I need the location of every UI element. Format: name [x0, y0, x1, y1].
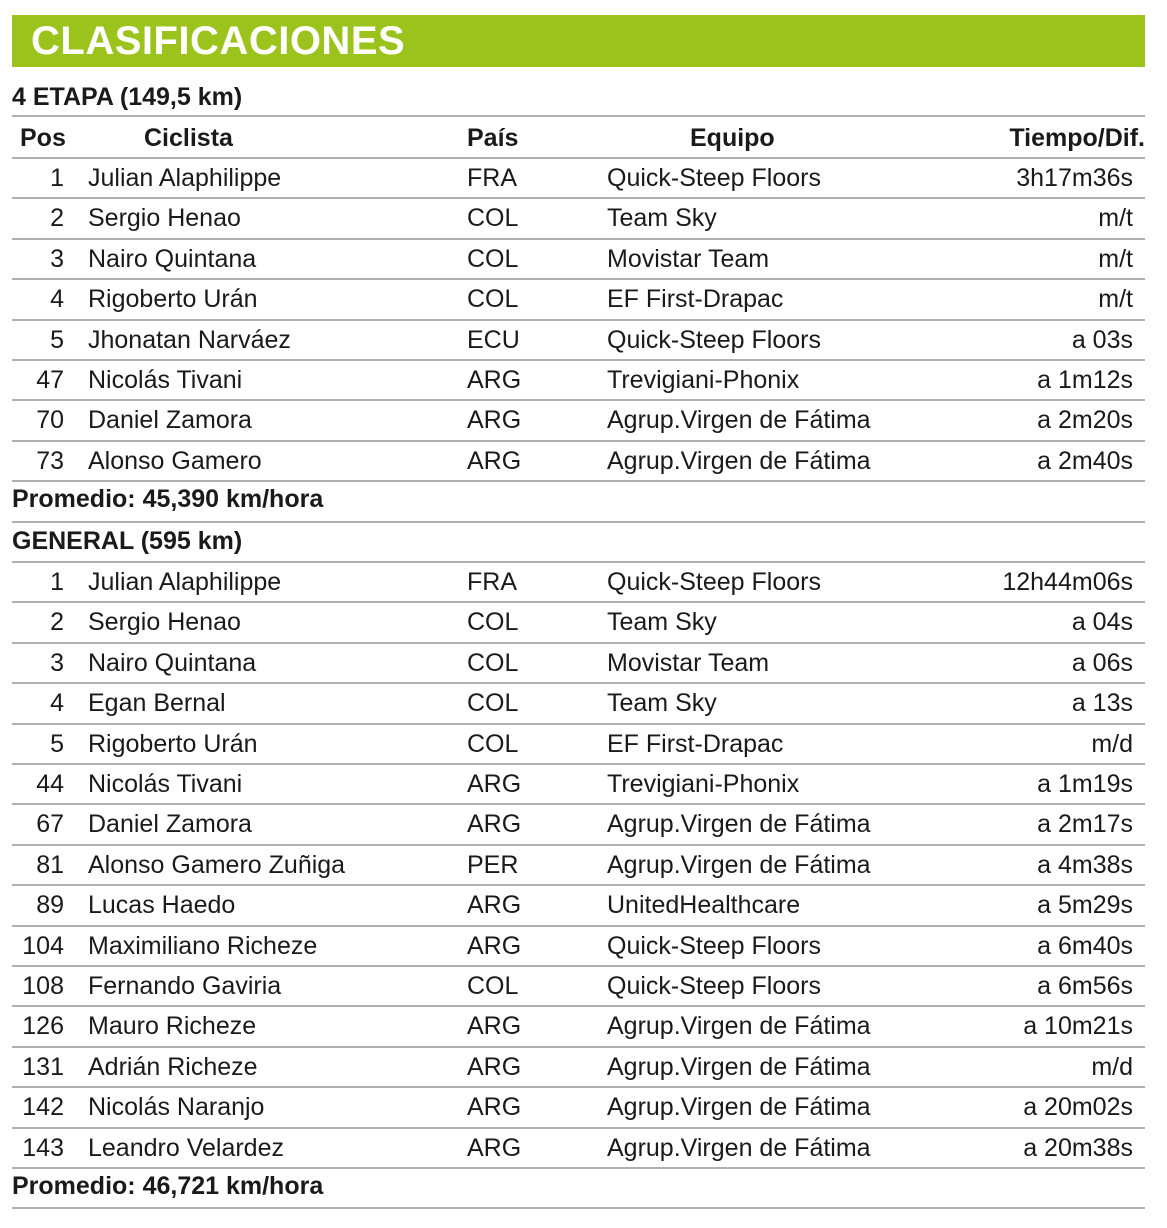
rider-cell: Mauro Richeze: [88, 1012, 257, 1041]
country-cell: COL: [467, 244, 519, 273]
team-cell: Team Sky: [607, 608, 717, 637]
header-rider: Ciclista: [144, 124, 233, 152]
time-cell: a 04s: [1071, 608, 1133, 637]
time-cell: a 06s: [1071, 648, 1133, 677]
rider-cell: Leandro Velardez: [88, 1133, 284, 1162]
row-divider: [12, 1207, 1145, 1209]
table-row: [12, 360, 1145, 400]
country-cell: ARG: [467, 1133, 522, 1162]
table-row: [12, 320, 1145, 360]
table-row: [12, 926, 1145, 966]
country-cell: ARG: [467, 1012, 522, 1041]
rider-cell: Adrián Richeze: [88, 1052, 258, 1081]
stage-heading: 4 ETAPA (149,5 km): [12, 83, 243, 111]
time-cell: a 1m19s: [1037, 770, 1133, 798]
time-cell: a 2m40s: [1037, 446, 1133, 475]
time-cell: m/d: [1091, 729, 1133, 758]
rider-cell: Julian Alaphilippe: [88, 568, 282, 596]
header-team: Equipo: [690, 124, 775, 152]
row-divider: [12, 480, 1145, 482]
rider-cell: Rigoberto Urán: [88, 729, 258, 758]
country-cell: ARG: [467, 1093, 522, 1122]
time-cell: m/t: [1098, 285, 1133, 314]
team-cell: Agrup.Virgen de Fátima: [607, 1093, 871, 1122]
position-cell: 1: [50, 164, 64, 192]
table-row: [12, 804, 1145, 844]
position-cell: 70: [36, 406, 64, 435]
team-cell: Quick-Steep Floors: [607, 568, 821, 596]
country-cell: COL: [467, 729, 519, 758]
rider-cell: Nicolás Tivani: [88, 366, 243, 394]
rider-cell: Fernando Gaviria: [88, 972, 282, 1000]
country-cell: FRA: [467, 164, 517, 192]
position-cell: 73: [36, 446, 64, 475]
row-divider: [12, 521, 1145, 523]
position-cell: 104: [22, 931, 64, 960]
table-row: [12, 239, 1145, 279]
header-pos: Pos: [20, 124, 66, 152]
time-cell: m/t: [1098, 244, 1133, 273]
table-row: [12, 966, 1145, 1006]
team-cell: Movistar Team: [607, 244, 770, 273]
time-cell: a 10m21s: [1023, 1012, 1133, 1041]
position-cell: 142: [22, 1093, 64, 1122]
table-row: [12, 279, 1145, 319]
rider-cell: Nicolás Naranjo: [88, 1093, 265, 1122]
country-cell: COL: [467, 648, 519, 677]
table-row: [12, 683, 1145, 723]
rider-cell: Rigoberto Urán: [88, 285, 258, 314]
table-row: [12, 602, 1145, 642]
table-row: [12, 441, 1145, 481]
country-cell: ECU: [467, 325, 520, 354]
position-cell: 1: [50, 568, 64, 596]
stage-average-speed: Promedio: 45,390 km/hora: [12, 485, 324, 513]
position-cell: 108: [22, 972, 64, 1000]
position-cell: 5: [50, 325, 64, 354]
team-cell: Trevigiani-Phonix: [607, 770, 800, 798]
rider-cell: Julian Alaphilippe: [88, 164, 282, 192]
table-row: [12, 1087, 1145, 1127]
position-cell: 143: [22, 1133, 64, 1162]
table-row: [12, 562, 1145, 602]
general-heading: GENERAL (595 km): [12, 527, 243, 555]
position-cell: 3: [50, 648, 64, 677]
team-cell: Movistar Team: [607, 648, 770, 677]
title-banner: [12, 15, 1145, 67]
rider-cell: Jhonatan Narváez: [88, 325, 291, 354]
rider-cell: Daniel Zamora: [88, 406, 252, 435]
table-row: [12, 885, 1145, 925]
rider-cell: Daniel Zamora: [88, 810, 252, 839]
general-average-speed: Promedio: 46,721 km/hora: [12, 1172, 324, 1200]
table-row: [12, 1047, 1145, 1087]
table-row: [12, 158, 1145, 198]
country-cell: ARG: [467, 770, 522, 798]
team-cell: Quick-Steep Floors: [607, 164, 821, 192]
team-cell: Agrup.Virgen de Fátima: [607, 810, 871, 839]
header-time: Tiempo/Dif.: [1009, 124, 1145, 152]
team-cell: Quick-Steep Floors: [607, 972, 821, 1000]
team-cell: Agrup.Virgen de Fátima: [607, 406, 871, 435]
time-cell: a 1m12s: [1037, 366, 1133, 394]
country-cell: FRA: [467, 568, 517, 596]
country-cell: COL: [467, 204, 519, 233]
rider-cell: Nairo Quintana: [88, 648, 257, 677]
time-cell: m/t: [1098, 204, 1133, 233]
team-cell: Team Sky: [607, 689, 717, 718]
rider-cell: Maximiliano Richeze: [88, 931, 318, 960]
time-cell: a 13s: [1071, 689, 1133, 718]
position-cell: 3: [50, 244, 64, 273]
team-cell: UnitedHealthcare: [607, 891, 801, 920]
rider-cell: Lucas Haedo: [88, 891, 236, 920]
rider-cell: Alonso Gamero Zuñiga: [88, 850, 346, 879]
position-cell: 4: [50, 689, 64, 718]
country-cell: ARG: [467, 931, 522, 960]
rider-cell: Sergio Henao: [88, 608, 241, 637]
table-header: [12, 118, 1145, 158]
country-cell: COL: [467, 608, 519, 637]
position-cell: 2: [50, 608, 64, 637]
rider-cell: Nairo Quintana: [88, 244, 257, 273]
table-row: [12, 1128, 1145, 1168]
team-cell: Team Sky: [607, 204, 717, 233]
position-cell: 2: [50, 204, 64, 233]
table-row: [12, 1006, 1145, 1046]
country-cell: PER: [467, 850, 519, 879]
time-cell: a 03s: [1071, 325, 1133, 354]
time-cell: a 20m38s: [1023, 1133, 1133, 1162]
country-cell: ARG: [467, 406, 522, 435]
time-cell: a 20m02s: [1023, 1093, 1133, 1122]
position-cell: 81: [36, 850, 64, 879]
row-divider: [12, 1167, 1145, 1169]
time-cell: a 6m40s: [1037, 931, 1133, 960]
team-cell: Quick-Steep Floors: [607, 931, 821, 960]
row-divider: [12, 115, 1145, 117]
rider-cell: Nicolás Tivani: [88, 770, 243, 798]
time-cell: a 5m29s: [1037, 891, 1133, 920]
rider-cell: Alonso Gamero: [88, 446, 262, 475]
position-cell: 131: [22, 1052, 64, 1081]
table-row: [12, 643, 1145, 683]
country-cell: COL: [467, 285, 519, 314]
country-cell: ARG: [467, 810, 522, 839]
time-cell: 3h17m36s: [1016, 164, 1133, 192]
team-cell: Agrup.Virgen de Fátima: [607, 446, 871, 475]
table-row: [12, 400, 1145, 440]
header-country: País: [467, 124, 519, 152]
team-cell: Quick-Steep Floors: [607, 325, 821, 354]
team-cell: Agrup.Virgen de Fátima: [607, 850, 871, 879]
country-cell: ARG: [467, 366, 522, 394]
rider-cell: Egan Bernal: [88, 689, 226, 718]
table-row: [12, 764, 1145, 804]
time-cell: 12h44m06s: [1002, 568, 1133, 596]
page-title: CLASIFICACIONES: [31, 19, 406, 63]
time-cell: a 6m56s: [1037, 972, 1133, 1000]
position-cell: 47: [36, 366, 64, 394]
team-cell: Agrup.Virgen de Fátima: [607, 1133, 871, 1162]
time-cell: a 4m38s: [1037, 850, 1133, 879]
team-cell: Agrup.Virgen de Fátima: [607, 1012, 871, 1041]
table-row: [12, 724, 1145, 764]
table-row: [12, 845, 1145, 885]
position-cell: 89: [36, 891, 64, 920]
country-cell: COL: [467, 689, 519, 718]
position-cell: 44: [36, 770, 64, 798]
position-cell: 5: [50, 729, 64, 758]
position-cell: 67: [36, 810, 64, 839]
team-cell: EF First-Drapac: [607, 285, 784, 314]
country-cell: COL: [467, 972, 519, 1000]
time-cell: a 2m17s: [1037, 810, 1133, 839]
country-cell: ARG: [467, 1052, 522, 1081]
team-cell: Trevigiani-Phonix: [607, 366, 800, 394]
time-cell: a 2m20s: [1037, 406, 1133, 435]
time-cell: m/d: [1091, 1052, 1133, 1081]
team-cell: Agrup.Virgen de Fátima: [607, 1052, 871, 1081]
position-cell: 126: [22, 1012, 64, 1041]
country-cell: ARG: [467, 891, 522, 920]
team-cell: EF First-Drapac: [607, 729, 784, 758]
country-cell: ARG: [467, 446, 522, 475]
position-cell: 4: [50, 285, 64, 314]
table-row: [12, 198, 1145, 238]
rider-cell: Sergio Henao: [88, 204, 241, 233]
